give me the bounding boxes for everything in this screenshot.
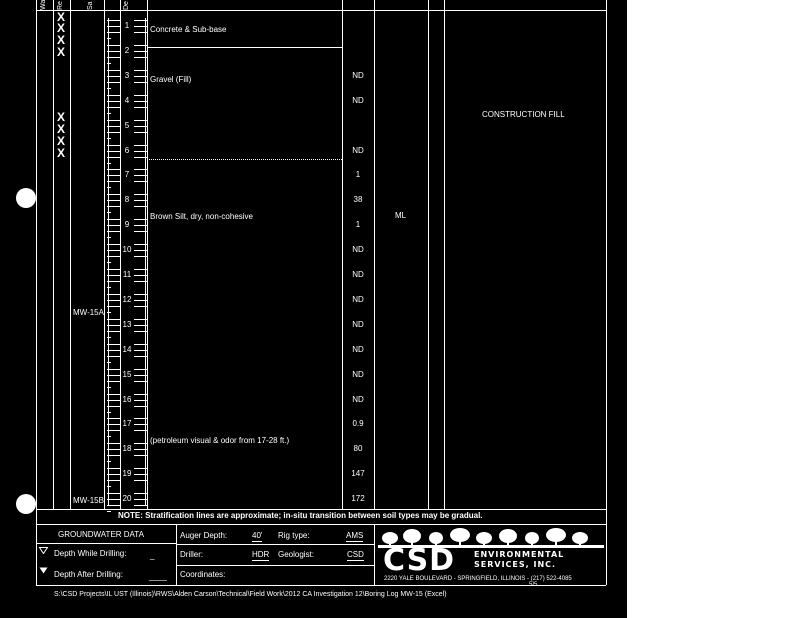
coordinates-label: Coordinates: <box>180 570 226 579</box>
grid-line <box>147 0 148 510</box>
uscs-classification: ML <box>395 211 407 220</box>
grid-bottom-line <box>36 509 606 510</box>
footer-bottom-line <box>36 585 606 586</box>
depth-label: 5 <box>124 120 130 130</box>
rig-type-label: Rig type: <box>278 531 310 540</box>
depth-label: 16 <box>122 394 132 404</box>
depth-column-header: De <box>123 1 130 10</box>
pid-reading: ND <box>352 394 364 404</box>
depth-label: 11 <box>122 270 132 279</box>
depth-label: 3 <box>124 70 130 80</box>
gw-title-line <box>36 543 176 544</box>
driller-label: Driller: <box>180 550 204 559</box>
header-bottom-line <box>36 10 606 11</box>
punch-hole <box>16 188 36 208</box>
recovery-x-mark: X <box>57 10 66 24</box>
footer-divider <box>374 524 375 585</box>
description-concrete: Concrete & Sub-base <box>150 25 227 34</box>
pid-reading: 1 <box>355 220 361 230</box>
depth-rail <box>145 18 146 506</box>
description-silt: Brown Silt, dry, non-cohesive <box>150 212 254 221</box>
stratum-line <box>147 47 342 48</box>
page-number: 5/5 <box>529 582 538 588</box>
left-border <box>36 0 37 585</box>
grid-line <box>428 0 429 510</box>
depth-label: 7 <box>124 170 130 180</box>
grid-line <box>70 0 71 510</box>
geologist-value: CSD <box>347 550 364 559</box>
sample-label-mw15a: MW-15A <box>73 308 104 317</box>
depth-label: 8 <box>124 195 130 205</box>
depth-label: 6 <box>124 145 130 155</box>
grid-line <box>104 0 105 510</box>
pid-reading: 38 <box>353 195 363 205</box>
recovery-x-mark: X <box>57 134 66 148</box>
groundwater-title: GROUNDWATER DATA <box>58 530 144 539</box>
pid-reading: ND <box>352 145 364 155</box>
rig-type-value: AMS <box>346 531 364 540</box>
description-petroleum: (petroleum visual & odor from 17-28 ft.) <box>150 436 290 445</box>
stratum-line-dotted <box>147 159 342 160</box>
pid-reading: 0.9 <box>352 419 364 429</box>
note-bottom-line <box>36 524 606 525</box>
remarks-text: CONSTRUCTION FILL <box>482 110 565 119</box>
right-border <box>606 0 607 585</box>
recovery-x-mark: X <box>57 110 66 124</box>
recovery-x-mark: X <box>57 21 66 35</box>
recovery-column-header: Re <box>57 1 64 10</box>
depth-while-drilling-value: _ <box>150 551 155 560</box>
depth-label: 19 <box>122 469 132 479</box>
depth-label: 12 <box>122 294 132 304</box>
depth-label: 14 <box>122 344 132 354</box>
description-gravel: Gravel (Fill) <box>150 75 192 84</box>
grid-line <box>53 0 54 510</box>
footer-row-line <box>176 544 374 545</box>
depth-label: 4 <box>124 95 130 105</box>
depth-label: 20 <box>122 494 132 504</box>
logo-services-inc: SERVICES, INC. <box>474 560 557 569</box>
punch-hole <box>16 494 36 514</box>
recovery-x-mark: X <box>57 146 66 160</box>
pid-reading: 80 <box>353 444 363 454</box>
pid-reading: ND <box>352 270 364 279</box>
depth-label: 10 <box>122 245 132 255</box>
auger-depth-value: 40' <box>252 531 263 540</box>
depth-while-drilling-label: Depth While Drilling: <box>54 549 127 558</box>
pid-reading: ND <box>352 95 364 105</box>
driller-value: HDR <box>252 550 270 559</box>
pid-reading: ND <box>352 245 364 255</box>
depth-label: 15 <box>122 369 132 379</box>
grid-line <box>444 0 445 510</box>
logo-address: 2220 YALE BOULEVARD - SPRINGFIELD, ILLINOIS - (217) 522-4085 <box>384 576 572 582</box>
stratification-note: NOTE: Stratification lines are approximate; in-situ transition between soil types may be gradual. <box>118 511 483 520</box>
pid-reading: ND <box>352 70 364 80</box>
depth-after-drilling-label: Depth After Drilling: <box>54 570 123 579</box>
geologist-label: Geologist: <box>278 550 315 559</box>
footer-divider <box>176 524 177 585</box>
pid-reading: ND <box>352 319 364 329</box>
pid-reading: ND <box>352 294 364 304</box>
auger-depth-label: Auger Depth: <box>180 531 228 540</box>
pid-reading: 172 <box>351 494 365 504</box>
depth-label: 17 <box>122 419 132 429</box>
depth-label: 18 <box>122 444 132 454</box>
pid-reading: ND <box>352 344 364 354</box>
water-level-triangle-filled-icon <box>39 567 48 574</box>
sample-column-header: Sa <box>87 1 94 10</box>
logo-environmental: ENVIRONMENTAL <box>474 550 565 559</box>
grid-line <box>374 0 375 510</box>
recovery-x-mark: X <box>57 122 66 136</box>
file-path-footer: S:\CSD Projects\IL UST (Illinois)\RWS\Alden Carson\Technical\Field Work\2012 CA Investigation 12\Boring Log MW-15 (Excel) <box>54 591 447 598</box>
footer-row-line <box>176 565 374 566</box>
depth-tick <box>107 511 111 512</box>
water-level-triangle-outline-icon <box>39 547 48 554</box>
sample-label-mw15b: MW-15B <box>73 496 104 505</box>
pid-reading: 147 <box>351 469 365 479</box>
pid-reading: 1 <box>355 170 361 180</box>
water-column-header: Wa <box>40 0 47 10</box>
csd-logo-text: CSD <box>383 543 456 578</box>
depth-label: 13 <box>122 319 132 329</box>
depth-label: 2 <box>124 45 130 55</box>
recovery-x-mark: X <box>57 45 66 59</box>
depth-after-drilling-value: ____ <box>149 572 167 581</box>
depth-label: 1 <box>124 21 130 30</box>
pid-reading: ND <box>352 369 364 379</box>
recovery-x-mark: X <box>57 33 66 47</box>
depth-label: 9 <box>124 220 130 230</box>
depth-rail <box>108 18 109 506</box>
